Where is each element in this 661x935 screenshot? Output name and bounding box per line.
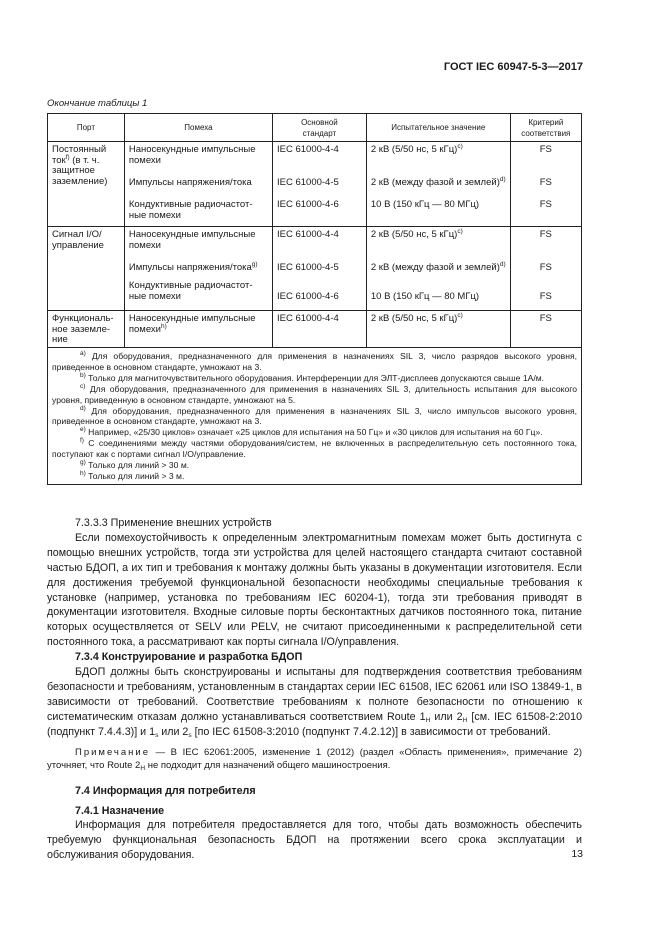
disturbance-list: Наносекундные импульсные помехи Импульсы напряжения/тока$^{g)}$ Кондуктивные радиочастот- ные помехи: [128, 229, 258, 302]
port-functional-earth: Функциональ- ное заземле- ние: [52, 313, 114, 345]
section-heading: 7.4 Информация для потребителя: [75, 784, 256, 797]
table-caption: Окончание таблицы 1: [47, 98, 148, 109]
column-header-port: Порт: [48, 114, 125, 142]
table-header-row: [48, 114, 582, 142]
table-footnotes: [48, 348, 581, 484]
table-row-signal-io: [48, 227, 582, 311]
test-value-list: 2 кВ (5/50 нс, 5 кГц)$^{c)}$ 2 кВ (между фазой и землей)$^{d)}$ 10 В (150 кГц — 80 МГц): [370, 228, 506, 302]
footnote: $^{b)}$ Только для магниточувствительного оборудования. Интерференции для ЭЛТ-дисплеев допускаются свыше 1А/м.: [80, 371, 545, 383]
document-header: ГОСТ IEC 60947-5-3—2017: [443, 61, 583, 73]
footnote: $^{a)}$ Для оборудования, предназначенного для применения в назначениях SIL 3, число разрядов высокого уровня, приведенное в основном стандарте, умножают на 3.: [52, 350, 577, 372]
standard-list: IEC 61000-4-4 IEC 61000-4-5 IEC 61000-4-6: [277, 229, 339, 302]
table-footnotes-row: [48, 348, 582, 485]
criterion-cell: FS: [539, 313, 552, 324]
page-number: 13: [571, 848, 583, 860]
note-paragraph: Примечание — В IEC 62061:2005, изменение 1 (2012) (раздел «Область применения», примечание 2) уточняет, что Route $2_H$ не подходит для назначений общего машиностроения.: [47, 746, 582, 772]
footnote: $^{e)}$ Например, «25/30 циклов» означает «25 циклов для испытания на 50 Гц» и «30 циклов для испытания на 60 Гц».: [80, 426, 543, 438]
disturbance-cell: Наносекундные импульсные помехи$^{h)}$: [128, 313, 256, 335]
column-header-base-standard: Основной стандарт: [273, 114, 367, 142]
section-heading: 7.3.3.3 Применение внешних устройств: [75, 517, 272, 529]
paragraph: БДОП должны быть сконструированы и испытаны для подтверждения соответствия требованиям безопасности и требованиям, установленным в стандартах серии IEC 61508, IEC 62061 или ISO 13849-1, в зависимости от требований. Соответствие требованиям к полноте безопасности по отношению к систематическим отказам должно устанавливаться соответствием Route $1_H$ или $2_H$ [см. IEC 61508-2:2010 (подпункт 7.4.4.3)] и $1_s$ или $2_s$ [по IEC 61508-3:2010 (подпункт 7.4.2.12)] в зависимости от требований.: [47, 666, 583, 739]
footnote: $^{h)}$ Только для линий > 3 м.: [80, 469, 185, 481]
column-header-criterion: Критерий соответствия: [510, 114, 581, 142]
section-heading: 7.3.4 Конструирование и разработка БДОП: [75, 651, 303, 664]
paragraph: Информация для потребителя предоставляется для того, чтобы дать возможность обеспечить требуемую функциональная безопасность БДОП на протяжении всего срока эксплуатации и обслуживания оборудования.: [47, 819, 582, 862]
column-header-test-value: Испытательное значение: [366, 114, 510, 142]
test-value-cell: 2 кВ (5/50 нс, 5 кГц)$^{c)}$: [370, 312, 463, 324]
emc-table: [47, 113, 582, 485]
test-value-list: 2 кВ (5/50 нс, 5 кГц)$^{c)}$ 2 кВ (между фазой и землей)$^{d)}$ 10 В (150 кГц — 80 МГц): [370, 143, 506, 210]
column-header-disturbance: Помеха: [124, 114, 272, 142]
standard-list: IEC 61000-4-4 IEC 61000-4-5 IEC 61000-4-6: [277, 144, 339, 210]
standard-cell: IEC 61000-4-4: [277, 313, 339, 324]
criterion-list: FS FS FS: [539, 144, 552, 210]
section-heading: 7.4.1 Назначение: [75, 804, 165, 817]
port-signal-io: Сигнал I/O/ управление: [52, 229, 104, 251]
criterion-list: FS FS FS: [539, 229, 552, 302]
section-7-3-3-3: [47, 516, 582, 863]
paragraph: Если помехоустойчивость к определенным электромагнитным помехам может быть достигнута с помощью внешних устройств, тогда эти устройства для целей настоящего стандарта считают составной частью БДОП, а их тип и требования к монтажу должны быть указаны в документации изготовителя. Если для достижения требуемой функциональной безопасности необходимы специальные требования к установке (например, установка по требованиям IEC 60204-1), тогда эти требования приводят в документации изготовителя. Входные силовые порты бесконтактных датчиков постоянного тока, питание которых осуществляется от SELV или PELV, не считают присоединенными к распределительной сети постоянного тока, а рассматривают как порты сигнала I/O/управления.: [47, 531, 582, 649]
footnote: $^{c)}$ Для оборудования, предназначенного для применения в назначениях SIL 3, длительность испытания для высокого уровня, приведенную в основном стандарте, умножают на 5.: [52, 382, 577, 405]
port-dc-power: Постоянный ток$^{f)}$ (в т. ч. защитное заземление): [52, 144, 108, 187]
disturbance-list: Наносекундные импульсные помехи Импульсы напряжения/тока Кондуктивные радиочастот- ные помехи: [128, 144, 256, 221]
footnote: $^{f)}$ С соединениями между частями оборудования/систем, не включенных в распределительную сеть постоянного тока, поступают как с портами сигнал I/O/управление.: [52, 437, 577, 460]
table-row-dc-power: [48, 142, 582, 227]
footnote: $^{d)}$ Для оборудования, предназначенного для применения в назначениях SIL 3, число импульсов высокого уровня, приведенное в основном стандарте, умножают на 3.: [52, 404, 577, 427]
footnote: $^{g)}$ Только для линий > 30 м.: [80, 459, 190, 471]
table-row-functional-earth: [48, 311, 582, 348]
